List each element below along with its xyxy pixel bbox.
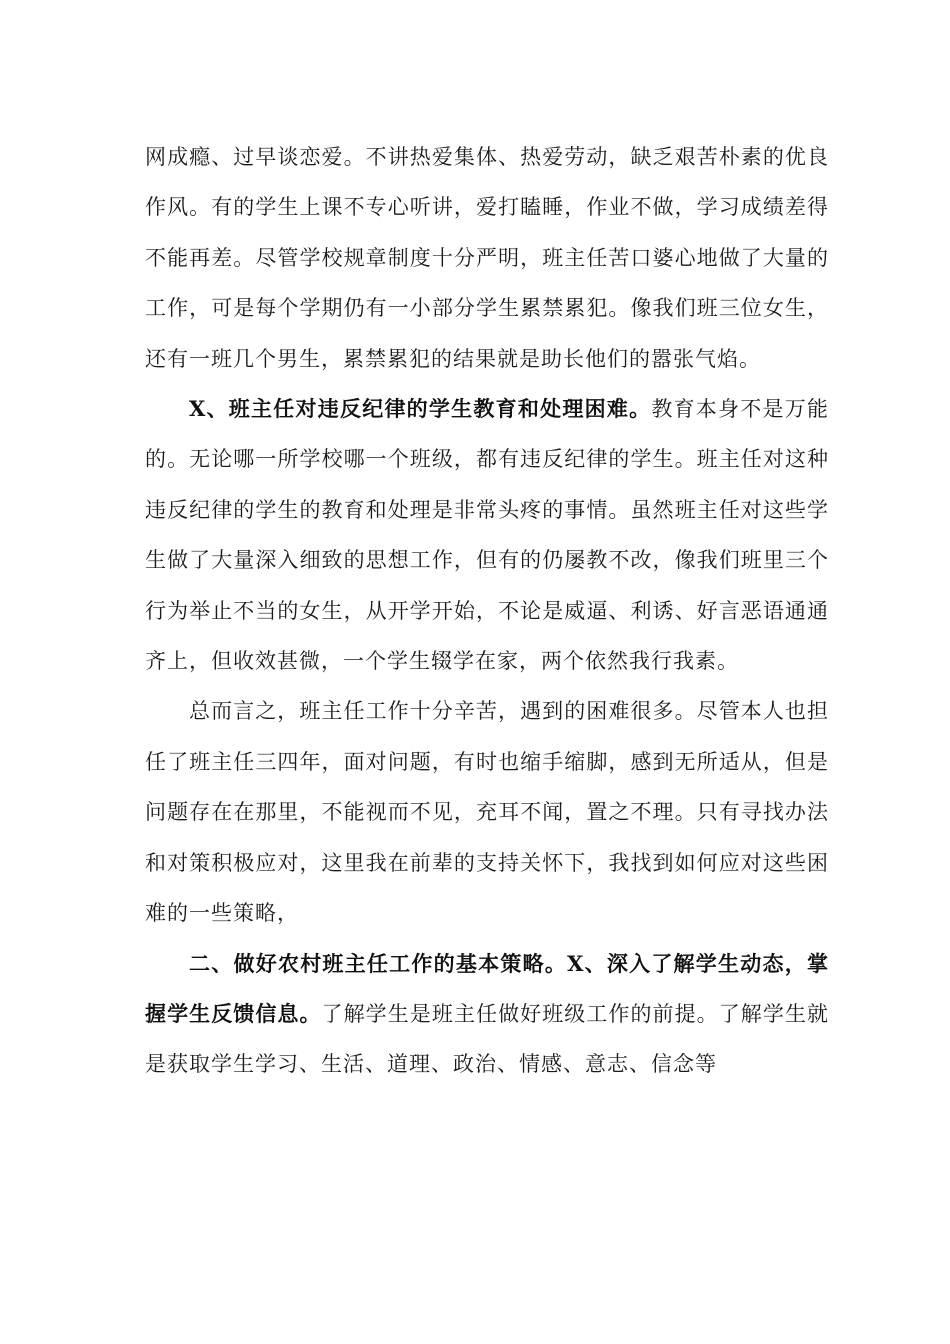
paragraph-3-text: 总而言之，班主任工作十分辛苦，遇到的困难很多。尽管本人也担任了班主任三四年，面对问题，有时也缩手缩脚，感到无所适从，但是问题存在在那里，不能视而不见，充耳不闻，置之不理。只有寻找办法和对策积极应对，这里我在前辈的支持关怀下，我找到如何应对这些困难的一些策略， — [145, 699, 829, 926]
paragraph-2-heading: X、班主任对违反纪律的学生教育和处理困难。 — [189, 396, 652, 422]
paragraph-2 — [145, 384, 829, 686]
paragraph-3 — [145, 686, 829, 938]
paragraph-4 — [145, 939, 829, 1090]
paragraph-2-text: 教育本身不是万能的。无论哪一所学校哪一个班级，都有违反纪律的学生。班主任对这种违反纪律的学生的教育和处理是非常头疼的事情。虽然班主任对这些学生做了大量深入细致的思想工作，但有的仍屡教不改，像我们班里三个行为举止不当的女生，从开学开始，不论是威逼、利诱、好言恶语通通齐上，但收效甚微，一个学生辍学在家，两个依然我行我素。 — [145, 397, 830, 674]
paragraph-4-heading: 二、做好农村班主任工作的基本策略。X、深入了解学生动态，掌握学生反馈信息。 — [145, 950, 829, 1026]
paragraph-1 — [145, 132, 829, 384]
document-body — [145, 132, 829, 1090]
paragraph-4-text: 了解学生是班主任做好班级工作的前提。了解学生就是获取学生学习、生活、道理、政治、情感、意志、信念等 — [145, 1001, 830, 1077]
paragraph-1-text: 网成瘾、过早谈恋爱。不讲热爱集体、热爱劳动，缺乏艰苦朴素的优良作风。有的学生上课不专心听讲，爱打瞌睡，作业不做，学习成绩差得不能再差。尽管学校规章制度十分严明，班主任苦口婆心地做了大量的工作，可是每个学期仍有一小部分学生累禁累犯。像我们班三位女生，还有一班几个男生，累禁累犯的结果就是助长他们的嚣张气焰。 — [145, 145, 829, 371]
